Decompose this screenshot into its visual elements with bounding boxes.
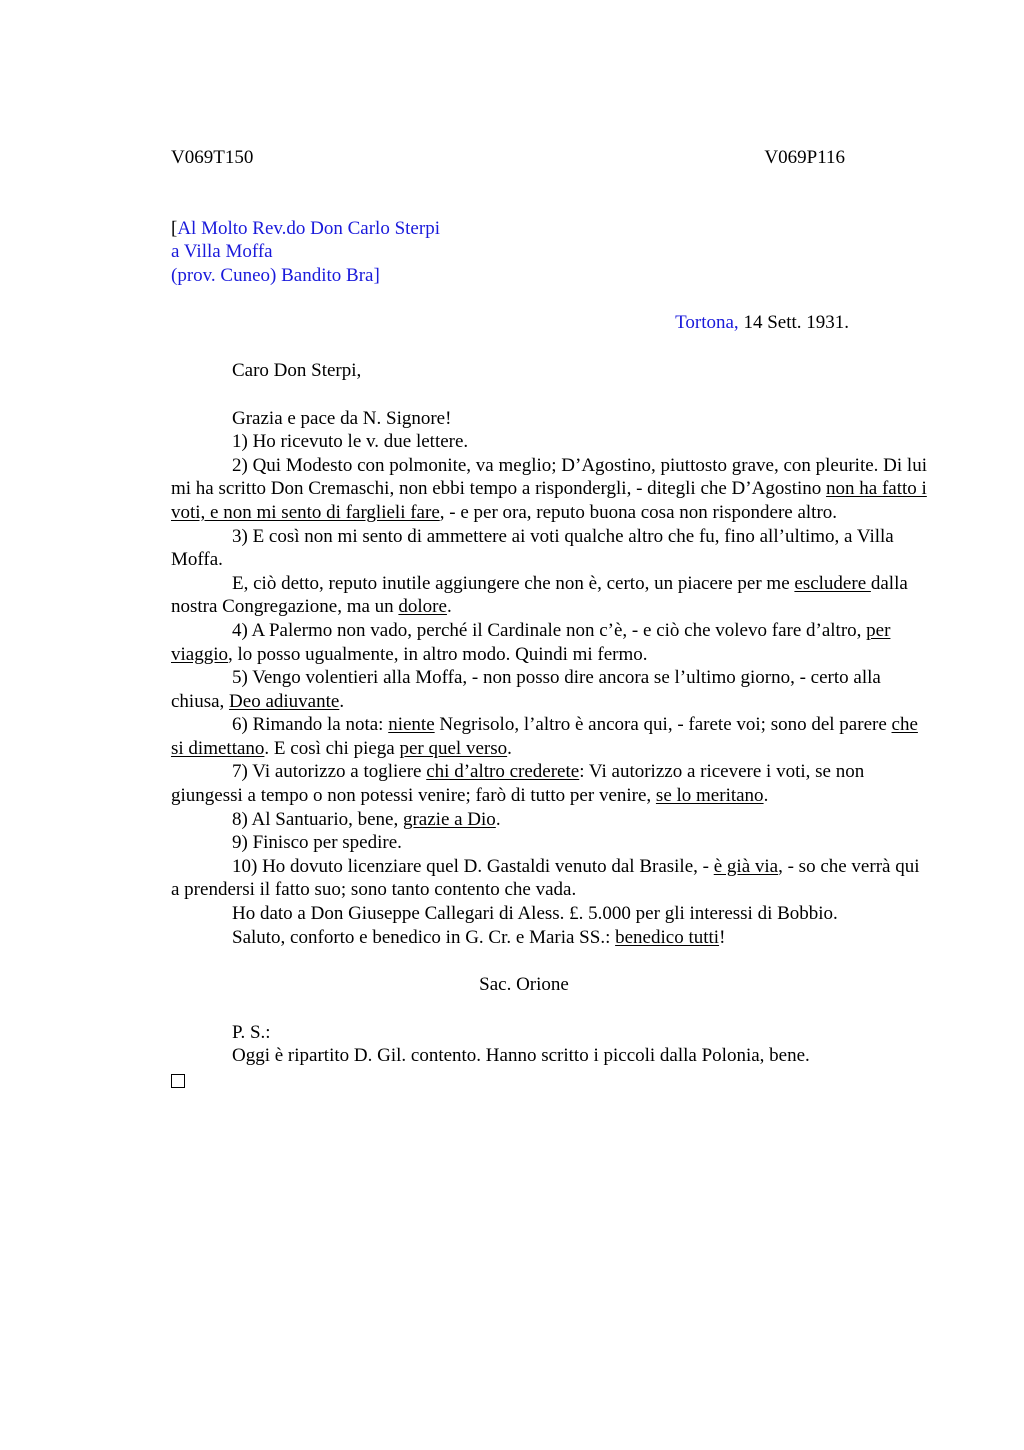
paragraph-greeting: Grazia e pace da N. Signore!	[232, 407, 452, 429]
paragraph-5: 5) Vengo volentieri alla Moffa, - non posso dire ancora se l’ultimo giorno, - certo alla chiusa, Deo adiuvante.	[171, 667, 881, 712]
checkbox-square-icon	[171, 1074, 185, 1088]
paragraph-8: 8) Al Santuario, bene, grazie a Dio.	[232, 808, 501, 830]
left-code: V069T150	[171, 147, 254, 168]
address-bracket-open: [	[171, 217, 178, 239]
signature: Sac. Orione	[479, 974, 569, 996]
paragraph-9: 9) Finisco per spedire.	[232, 832, 402, 854]
recipient-address	[171, 217, 931, 288]
date-place: Tortona,	[675, 312, 739, 334]
paragraph-2: 2) Qui Modesto con polmonite, va meglio; D’Agostino, piuttosto grave, con pleurite. Di lui mi ha scritto Don Cremaschi, non ebbi tempo a rispondergli, - ditegli che D’Agostino non ha fatto i voti, e non mi sento di farglieli fare, - e per ora, reputo buona cosa non rispondere altro.	[171, 454, 927, 523]
letter-date	[171, 311, 849, 335]
paragraph-3: 3) E così non mi sento di ammettere ai voti qualche altro che fu, fino all’ultimo, a Villa Moffa.	[171, 525, 894, 571]
paragraph-6: 6) Rimando la nota: niente Negrisolo, l’altro è ancora qui, - farete voi; sono del parere che si dimettano. E così chi piega per quel verso.	[171, 714, 918, 759]
paragraph-1: 1) Ho ricevuto le v. due lettere.	[232, 431, 469, 453]
address-line-3: (prov. Cuneo) Bandito Bra	[171, 264, 374, 286]
date-text: 14 Sett. 1931.	[738, 312, 849, 334]
document-codes	[171, 146, 845, 170]
paragraph-4: 4) A Palermo non vado, perché il Cardinale non c’è, - e ciò che volevo fare d’altro, per viaggio, lo posso ugualmente, in altro modo. Quindi mi fermo.	[171, 619, 891, 665]
paragraph-10: 10) Ho dovuto licenziare quel D. Gastaldi venuto dal Brasile, - è già via, - so che verrà qui a prendersi il fatto suo; sono tanto contento che vada.	[171, 855, 920, 901]
letter-page	[171, 146, 931, 1095]
postscript-text: Oggi è ripartito D. Gil. contento. Hanno scritto i piccoli dalla Polonia, bene.	[232, 1045, 810, 1067]
paragraph-11: Ho dato a Don Giuseppe Callegari di Aless. £. 5.000 per gli interessi di Bobbio.	[232, 903, 838, 925]
paragraph-12: Saluto, conforto e benedico in G. Cr. e Maria SS.: benedico tutti!	[232, 926, 726, 948]
paragraph-3b: E, ciò detto, reputo inutile aggiungere che non è, certo, un piacere per me escludere dalla nostra Congregazione, ma un dolore.	[171, 572, 908, 618]
right-code: V069P116	[764, 147, 845, 168]
paragraph-7: 7) Vi autorizzo a togliere chi d’altro crederete: Vi autorizzo a ricevere i voti, se non giungessi a tempo o non potessi venire; farò di tutto per venire, se lo meritano.	[171, 761, 865, 807]
postscript-label: P. S.:	[232, 1021, 271, 1043]
address-bracket-close: ]	[373, 264, 380, 286]
salutation: Caro Don Sterpi,	[232, 359, 362, 381]
address-line-2: a Villa Moffa	[171, 241, 273, 263]
address-line-1: Al Molto Rev.do Don Carlo Sterpi	[177, 217, 440, 239]
